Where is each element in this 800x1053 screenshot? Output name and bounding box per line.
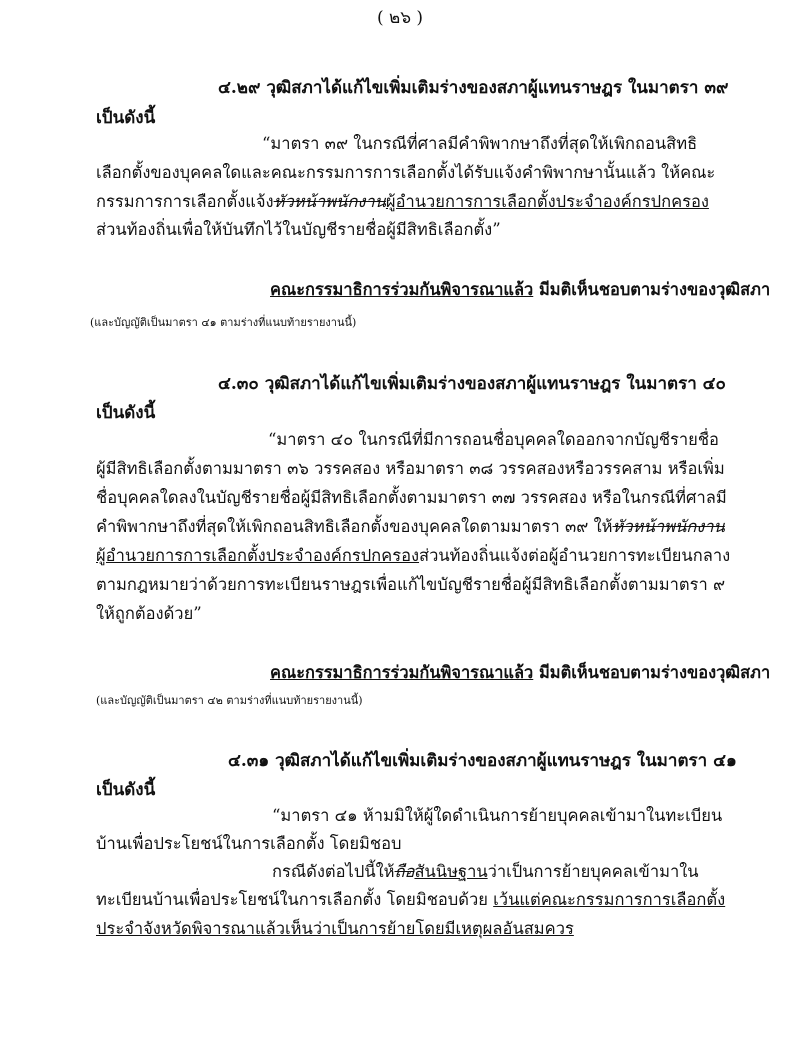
committee-label: คณะกรรมาธิการร่วมกันพิจารณาแล้ว (270, 280, 534, 300)
section-text-line: ตามกฎหมายว่าด้วยการทะเบียนราษฎรเพื่อแก้ไขบัญชีรายชื่อผู้มีสิทธิเลือกตั้งตามมาตรา ๙ (96, 575, 726, 594)
inserted-text: เว้นแต่คณะกรรมการการเลือกตั้ง (493, 890, 726, 909)
section-text-line: บ้านเพื่อประโยชน์ในการเลือกตั้ง โดยมิชอบ (96, 834, 402, 853)
section-lead-4-29: เป็นดังนี้ (96, 108, 156, 128)
section-text-line (272, 859, 699, 885)
text-segment: กรรมการการเลือกตั้งแจ้ง (96, 192, 274, 211)
section-text-line: “มาตรา ๔๐ ในกรณีที่มีการถอนชื่อบุคคลใดออกจากบัญชีรายชื่อ (268, 430, 719, 449)
section-text-line: “มาตรา ๓๙ ในกรณีที่ศาลมีคำพิพากษาถึงที่สุดให้เพิกถอนสิทธิ (262, 134, 698, 153)
committee-resolution (270, 659, 770, 686)
section-lead-4-30: เป็นดังนี้ (96, 403, 156, 423)
section-note: (และบัญญัติเป็นมาตรา ๔๑ ตามร่างที่แนบท้ายรายงานนี้) (90, 316, 357, 329)
section-text-line: ผู้มีสิทธิเลือกตั้งตามมาตรา ๓๖ วรรคสอง หรือมาตรา ๓๘ วรรคสองหรือวรรคสาม หรือเพิ่ม (96, 459, 725, 478)
committee-resolution (270, 276, 770, 303)
section-text-line: เลือกตั้งของบุคคลใดและคณะกรรมการการเลือกตั้งได้รับแจ้งคำพิพากษานั้นแล้ว ให้คณะ (96, 163, 716, 182)
section-text-line (96, 887, 725, 913)
deleted-text: หัวหน้าพนักงาน (273, 192, 386, 211)
section-lead-4-31: เป็นดังนี้ (96, 780, 156, 800)
section-text-line (96, 543, 730, 569)
section-note: (และบัญญัติเป็นมาตรา ๔๒ ตามร่างที่แนบท้ายรายงานนี้) (96, 694, 363, 707)
deleted-text: ถือ (394, 862, 415, 881)
committee-label: คณะกรรมาธิการร่วมกันพิจารณาแล้ว (270, 663, 534, 683)
text-segment: ส่วนท้องถิ่นแจ้งต่อผู้อำนวยการทะเบียนกลาง (419, 546, 731, 565)
section-text-line: ส่วนท้องถิ่นเพื่อให้บันทึกไว้ในบัญชีรายชื่อผู้มีสิทธิเลือกตั้ง” (96, 220, 501, 239)
section-text-line (96, 514, 725, 540)
inserted-text: สันนิษฐาน (414, 862, 488, 881)
section-heading-4-30: ๔.๓๐ วุฒิสภาได้แก้ไขเพิ่มเติมร่างของสภาผู้แทนราษฎร ในมาตรา ๔๐ (218, 374, 726, 394)
section-text-line: ให้ถูกต้องด้วย” (96, 604, 202, 623)
section-text-line: “มาตรา ๔๑ ห้ามมิให้ผู้ใดดำเนินการย้ายบุคคลเข้ามาในทะเบียน (272, 806, 723, 825)
section-heading-4-29: ๔.๒๙ วุฒิสภาได้แก้ไขเพิ่มเติมร่างของสภาผู้แทนราษฎร ในมาตรา ๓๙ (218, 78, 729, 98)
committee-decision: มีมติเห็นชอบตามร่างของวุฒิสภา (533, 280, 771, 300)
inserted-text: ผู้อำนวยการการเลือกตั้งประจำองค์กรปกครอง (96, 546, 420, 565)
deleted-text: หัวหน้าพนักงาน (612, 517, 725, 536)
section-text-line: ชื่อบุคคลใดลงในบัญชีรายชื่อผู้มีสิทธิเลือกตั้งตามมาตรา ๓๗ วรรคสอง หรือในกรณีที่ศาลมี (96, 488, 727, 507)
committee-decision: มีมติเห็นชอบตามร่างของวุฒิสภา (533, 663, 771, 683)
section-heading-4-31: ๔.๓๑ วุฒิสภาได้แก้ไขเพิ่มเติมร่างของสภาผู้แทนราษฎร ในมาตรา ๔๑ (228, 751, 737, 771)
text-segment: คำพิพากษาถึงที่สุดให้เพิกถอนสิทธิเลือกตั้งของบุคคลใดตามมาตรา ๓๙ ให้ (96, 517, 613, 536)
section-text-line (96, 189, 709, 215)
text-segment: กรณีดังต่อไปนี้ให้ (272, 862, 395, 881)
text-segment: ทะเบียนบ้านเพื่อประโยชน์ในการเลือกตั้ง โดยมิชอบด้วย (96, 890, 494, 909)
page-number: ( ๒๖ ) (376, 8, 424, 28)
inserted-text-line: ประจำจังหวัดพิจารณาแล้วเห็นว่าเป็นการย้ายโดยมีเหตุผลอันสมควร (96, 919, 574, 938)
text-segment: ว่าเป็นการย้ายบุคคลเข้ามาใน (487, 862, 699, 881)
inserted-text: ผู้อำนวยการการเลือกตั้งประจำองค์กรปกครอง (385, 192, 709, 211)
